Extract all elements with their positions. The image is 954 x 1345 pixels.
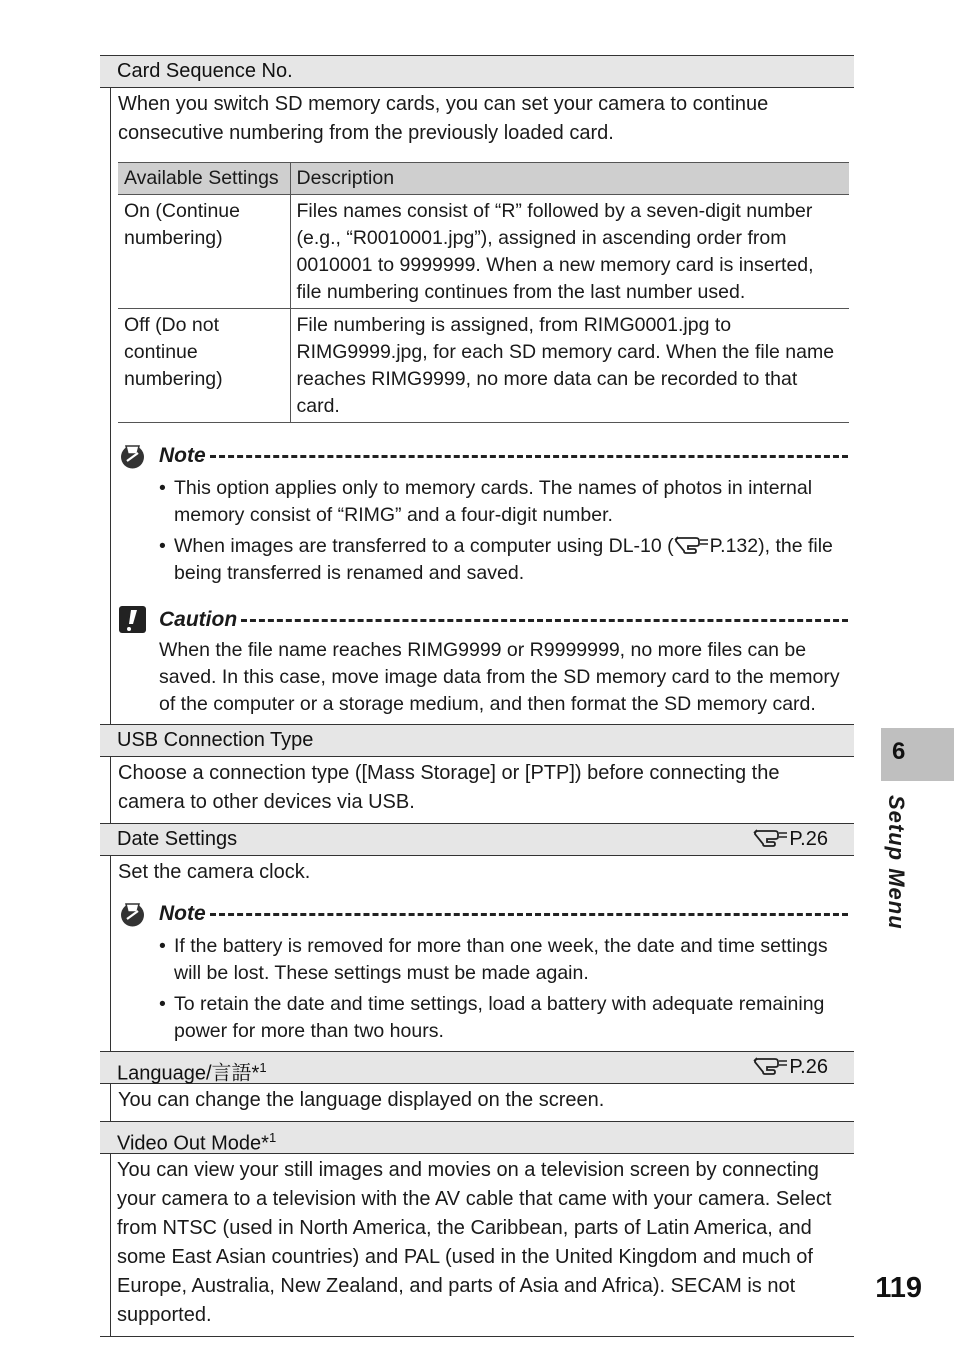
table-cell: On (Continue numbering) bbox=[118, 195, 290, 309]
footnote-marker: 1 bbox=[259, 1060, 267, 1075]
chapter-tab bbox=[881, 728, 954, 781]
section-description: Choose a connection type ([Mass Storage] or [PTP]) before connecting the camera to other devices via USB. bbox=[118, 762, 780, 813]
caution-box bbox=[118, 603, 848, 718]
list-item: • To retain the date and time settings, load a battery with adequate remaining power for more than two hours. bbox=[159, 991, 848, 1045]
divider bbox=[241, 619, 848, 622]
section-body-card-sequence bbox=[110, 88, 854, 724]
caution-icon bbox=[118, 605, 147, 634]
section-title: Video Out Mode* bbox=[117, 1132, 269, 1155]
column-header: Description bbox=[290, 163, 849, 195]
section-header-video bbox=[100, 1121, 854, 1154]
column-header: Available Settings bbox=[118, 163, 290, 195]
note-list bbox=[118, 933, 848, 1045]
section-title: USB Connection Type bbox=[117, 729, 314, 751]
list-item: • This option applies only to memory cards. The names of photos in internal memory consist of “RIMG” and a four-digit number. bbox=[159, 475, 848, 529]
note-box bbox=[118, 897, 848, 1045]
section-header-date bbox=[100, 823, 854, 856]
table-row bbox=[118, 195, 849, 309]
note-icon bbox=[118, 441, 147, 470]
chapter-label: Setup Menu bbox=[884, 795, 909, 930]
page-reference-icon bbox=[753, 1056, 789, 1076]
section-description: You can change the language displayed on the screen. bbox=[118, 1089, 605, 1111]
section-description: Set the camera clock. bbox=[118, 861, 311, 883]
section-header-language bbox=[100, 1051, 854, 1084]
section-description: When you switch SD memory cards, you can set your camera to continue consecutive numbering from the previously loaded card. bbox=[118, 93, 769, 144]
list-item: • If the battery is removed for more than one week, the date and time settings will be lost. These settings must be made again. bbox=[159, 933, 848, 987]
page-reference-icon bbox=[753, 828, 789, 848]
section-description: You can view your still images and movies on a television screen by connecting your camera to a television with the AV cable that came with your camera. Select from NTSC (used in North America, the Caribbean, parts of Latin America, and some East Asian countries) and PAL (used in the United Kingdom and much of Europe, Australia, New Zealand, and parts of Asia and Africa). SECAM is not supported. bbox=[117, 1159, 832, 1326]
section-body-video bbox=[100, 1154, 854, 1337]
page-reference: P.132 bbox=[709, 535, 759, 557]
section-body-usb bbox=[110, 757, 854, 823]
page-content bbox=[100, 55, 854, 1337]
page-reference-icon bbox=[674, 535, 710, 555]
caution-text: When the file name reaches RIMG9999 or R9999999, no more files can be saved. In this case, move image data from the SD memory card to the memory of the computer or a storage medium, and then format the SD memory card. bbox=[159, 639, 840, 715]
section-title: Card Sequence No. bbox=[117, 60, 293, 82]
note-title: Note bbox=[118, 439, 848, 471]
settings-table bbox=[118, 162, 849, 423]
table-header-row bbox=[118, 163, 849, 195]
chapter-number: 6 bbox=[892, 738, 906, 765]
page-reference: P.26 bbox=[753, 824, 828, 855]
section-header-usb bbox=[100, 724, 854, 757]
section-body-date bbox=[110, 856, 854, 1051]
page-number: 119 bbox=[875, 1272, 922, 1304]
divider bbox=[210, 455, 848, 458]
section-title: Language/言語* bbox=[117, 1062, 260, 1085]
caution-title: Caution bbox=[118, 603, 848, 635]
divider bbox=[110, 1154, 111, 1336]
divider bbox=[210, 913, 848, 916]
note-icon bbox=[118, 899, 147, 928]
page-reference: P.26 bbox=[753, 1052, 828, 1083]
note-title: Note bbox=[118, 897, 848, 929]
note-list bbox=[118, 475, 848, 587]
section-title: Date Settings bbox=[117, 828, 238, 850]
table-row bbox=[118, 309, 849, 423]
section-body-language bbox=[110, 1084, 854, 1121]
table-cell: Off (Do not continue numbering) bbox=[118, 309, 290, 423]
list-item: • When images are transferred to a computer using DL-10 ( P.132), the file being transferred is renamed and saved. bbox=[159, 533, 848, 587]
section-header-card-sequence bbox=[100, 55, 854, 88]
table-cell: Files names consist of “R” followed by a seven-digit number (e.g., “R0010001.jpg”), assigned in ascending order from 0010001 to 9999999. When a new memory card is inserted, file numbering continues from the last number used. bbox=[290, 195, 849, 309]
footnote-marker: 1 bbox=[268, 1130, 277, 1145]
note-box bbox=[118, 439, 848, 587]
table-cell: File numbering is assigned, from RIMG0001.jpg to RIMG9999.jpg, for each SD memory card. When the file name reaches RIMG9999, no more data can be recorded to that card. bbox=[290, 309, 849, 423]
